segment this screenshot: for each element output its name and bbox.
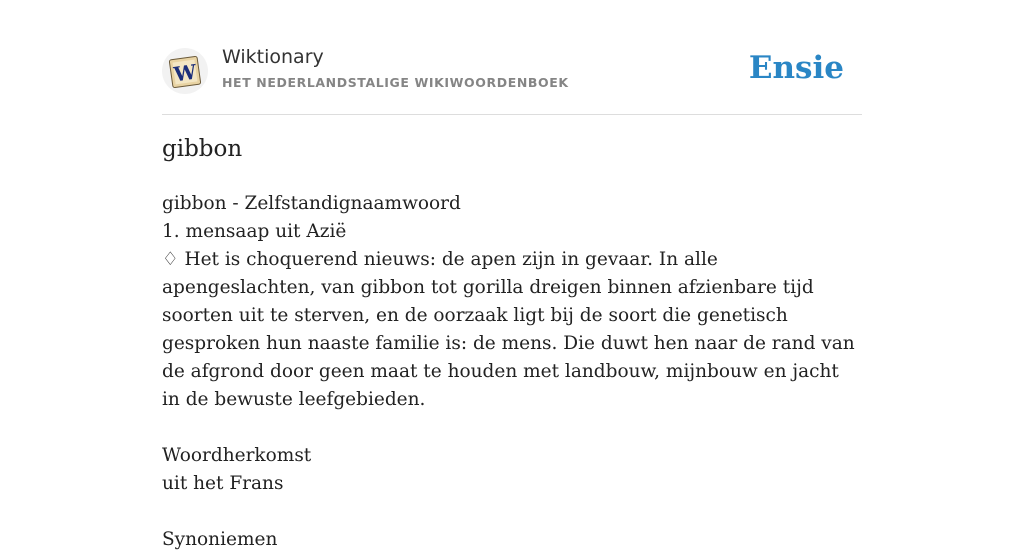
page-title: gibbon (162, 136, 243, 162)
page (162, 0, 862, 550)
spacer (162, 498, 862, 526)
etymology-text: uit het Frans (162, 473, 284, 494)
spacer (162, 414, 862, 442)
site-tagline: HET NEDERLANDSTALIGE WIKIWOORDENBOEK (222, 75, 569, 90)
entry-headline: gibbon - Zelfstandignaamwoord (162, 193, 461, 214)
entry-example: ♢ Het is choquerend nieuws: de apen zijn in gevaar. In alle apengeslachten, van gibbon tot gorilla dreigen binnen afzienbare tijd soorten uit te sterven, en de oorzaak ligt bij de soort die genetisch gesproken hun naaste familie is: de mens. Die duwt hen naar de rand van de afgrond door geen maat te houden met landbouw, mijnbouw en jacht in de bewuste leefgebieden. (162, 249, 855, 410)
entry-definition: 1. mensaap uit Azië (162, 221, 347, 242)
etymology-heading: Woordherkomst (162, 445, 312, 466)
wiktionary-tile-icon (162, 48, 208, 94)
logo-letter: W (172, 59, 198, 87)
synonyms-heading: Synoniemen (162, 529, 278, 550)
wiktionary-logo-icon[interactable] (162, 48, 208, 94)
site-header (162, 44, 862, 115)
site-name[interactable]: Wiktionary (222, 46, 324, 68)
ensie-brand-link[interactable]: Ensie (748, 50, 844, 86)
entry-content (162, 190, 862, 554)
